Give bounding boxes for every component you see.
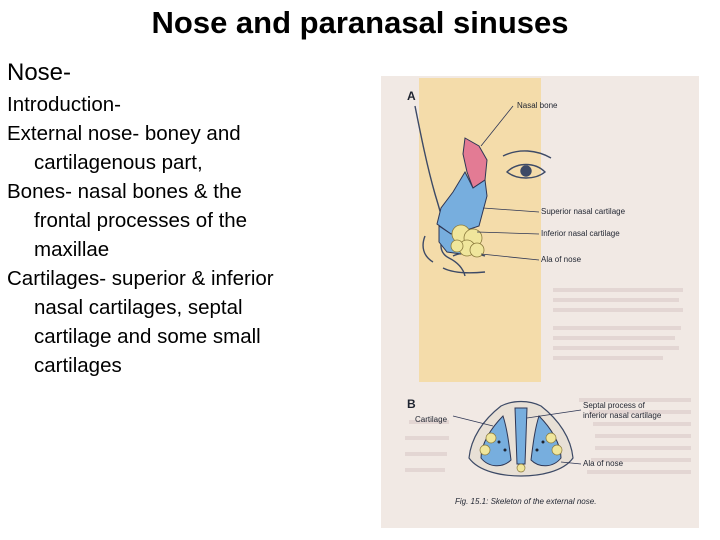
- label-ala-of-nose-b: Ala of nose: [583, 459, 624, 468]
- text-line: cartilagenous part,: [34, 151, 203, 174]
- text-line: frontal processes of the: [34, 209, 248, 232]
- section-heading: Nose-: [7, 59, 72, 86]
- label-septal-process-line1: Septal process of: [583, 401, 645, 410]
- text-line: Bones- nasal bones & the: [7, 180, 242, 203]
- panel-a-letter: A: [407, 89, 416, 103]
- text-line: Cartilages- superior & inferior: [7, 267, 274, 290]
- figure-highlight-strip: [419, 78, 541, 382]
- text-line: cartilages: [34, 354, 122, 377]
- label-septal-process-line2: inferior nasal cartilage: [583, 411, 662, 420]
- label-inferior-nasal-cartilage: Inferior nasal cartilage: [541, 229, 620, 238]
- text-line: nasal cartilages, septal: [34, 296, 243, 319]
- text-line: External nose- boney and: [7, 122, 241, 145]
- text-line: Introduction-: [7, 93, 121, 116]
- figure-caption: Fig. 15.1: Skeleton of the external nose.: [455, 497, 597, 506]
- label-cartilage: Cartilage: [415, 415, 448, 424]
- septal-process: [515, 408, 527, 464]
- slide-title: Nose and paranasal sinuses: [151, 5, 569, 40]
- body-text: [7, 58, 377, 380]
- text-line: cartilage and some small: [34, 325, 261, 348]
- nose-skeleton-figure: [381, 76, 699, 528]
- text-line: maxillae: [34, 238, 110, 261]
- label-nasal-bone: Nasal bone: [517, 101, 558, 110]
- label-superior-nasal-cartilage: Superior nasal cartilage: [541, 207, 626, 216]
- panel-b-letter: B: [407, 397, 416, 411]
- label-ala-of-nose-a: Ala of nose: [541, 255, 582, 264]
